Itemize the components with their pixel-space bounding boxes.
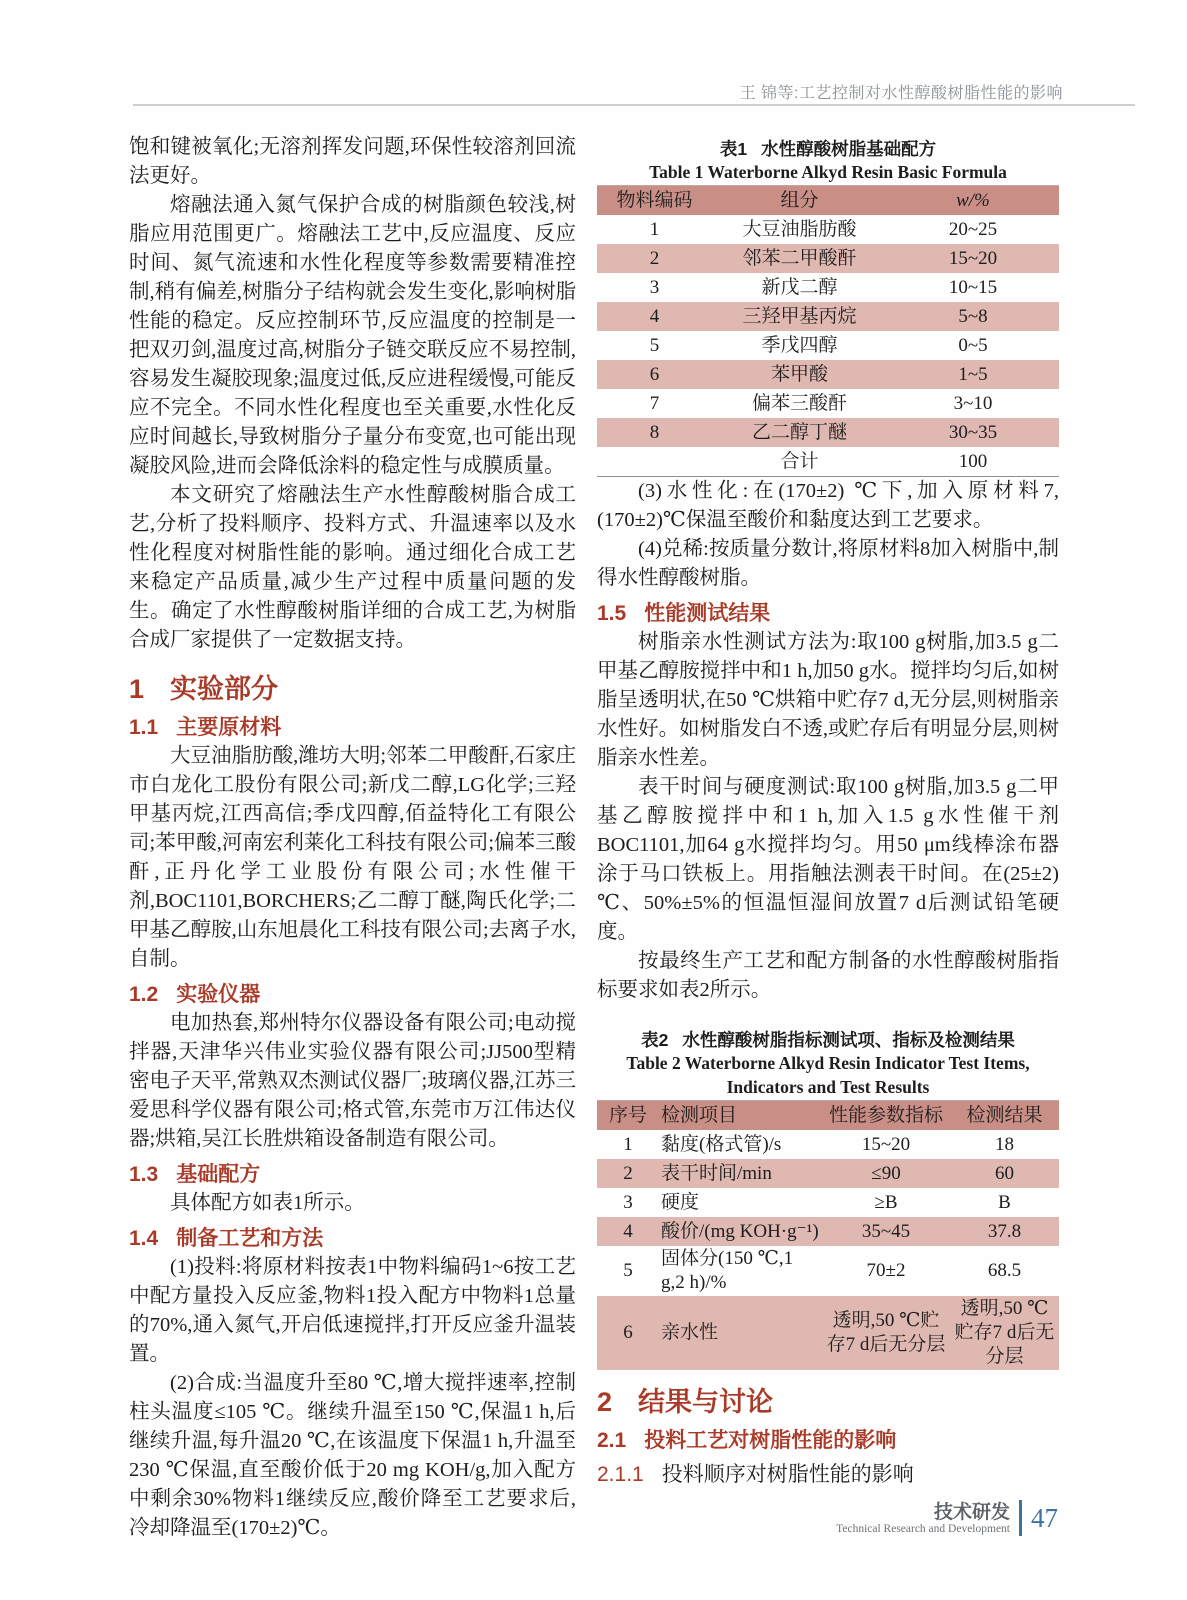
table-header-row	[597, 1101, 1059, 1130]
section-number: 2.1	[597, 1429, 627, 1452]
section-heading-1-3	[129, 1161, 576, 1189]
section-heading-2	[597, 1384, 1059, 1420]
section-number: 1.3	[129, 1163, 159, 1186]
table-row: 8 乙二醇丁醚 30~35	[597, 418, 1059, 447]
table-header-row	[597, 186, 1059, 215]
column-header: w/%	[956, 189, 990, 211]
paragraph: 熔融法通入氮气保护合成的树脂颜色较浅,树脂应用范围更广。熔融法工艺中,反应温度、反应时间、氮气流速和水性化程度等参数需要精准控制,稍有偏差,树脂分子结构就会发生变化,影响树脂性能的稳定。反应控制环节,反应温度的控制是一把双刃剑,温度过高,树脂分子链交联反应不易控制,容易发生凝胶现象;温度过低,反应进程缓慢,可能反应不完全。不同水性化程度也至关重要,水性化反应时间越长,导致树脂分子量分布变宽,也可能出现凝胶风险,进而会降低涂料的稳定性与成膜质量。	[129, 194, 576, 477]
table1	[597, 185, 1059, 477]
section-title: 制备工艺和方法	[176, 1227, 324, 1250]
column-header: 序号	[608, 1104, 647, 1126]
column-header: 检测结果	[966, 1104, 1043, 1126]
table-row: 7 偏苯三酸酐 3~10	[649, 392, 993, 414]
section-heading-1-2	[129, 981, 576, 1009]
table-row: 2 邻苯二甲酸酐 15~20	[597, 244, 1059, 273]
table-row: 3 新戊二醇 10~15	[649, 276, 998, 298]
section-heading-1-5	[597, 600, 1059, 628]
table1-label: 表1	[719, 139, 748, 159]
table2-title-en-line2: Indicators and Test Results	[726, 1077, 930, 1097]
section-title: 投料顺序对树脂性能的影响	[661, 1463, 914, 1486]
paragraph: 表干时间与硬度测试:取100 g树脂,加3.5 g二甲基乙醇胺搅拌中和1 h,加入1.5 g水性催干剂BOC1101,加64 g水搅拌均匀。用50 μm线棒涂布器涂于马口铁板上。用指触法测表干时间。在(25±2) ℃、50%±5%的恒温恒湿间放置7 d后测试铅笔硬度。	[597, 776, 1059, 943]
table-row: 1 大豆油脂肪酸 20~25	[649, 218, 998, 240]
table-row: 4 三羟甲基丙烷 5~8	[597, 302, 1059, 331]
section-title: 基础配方	[176, 1163, 261, 1186]
paragraph: 树脂亲水性测试方法为:取100 g树脂,加3.5 g二甲基乙醇胺搅拌中和1 h,加50 g水。搅拌均匀后,如树脂呈透明状,在50 ℃烘箱中贮存7 d,无分层,则树脂亲水性好。如树脂发白不透,或贮存后有明显分层,则树脂亲水性差。	[597, 631, 1059, 769]
section-title: 实验部分	[170, 674, 279, 704]
table2	[597, 1100, 1059, 1370]
footer-divider-bar	[1019, 1500, 1022, 1536]
section-title: 投料工艺对树脂性能的影响	[644, 1429, 897, 1452]
section-heading-2-1-1	[597, 1461, 1059, 1489]
paragraph: (1)投料:将原材料按表1中物料编码1~6按工艺中配方量投入反应釜,物料1投入配方中物料1总量的70%,通入氮气,开启低速搅拌,打开反应釜升温装置。	[129, 1256, 576, 1365]
table1-title-en: Table 1 Waterborne Alkyd Resin Basic Formula	[649, 162, 1007, 182]
paragraph: 本文研究了熔融法生产水性醇酸树脂合成工艺,分析了投料顺序、投料方式、升温速率以及水性化程度对树脂性能的影响。通过细化合成工艺来稳定产品质量,减少生产过程中质量问题的发生。确定了水性醇酸树脂详细的合成工艺,为树脂合成厂家提供了一定数据支持。	[129, 484, 576, 651]
section-number: 1.1	[129, 716, 159, 739]
section-heading-1-1	[129, 714, 576, 742]
section-title: 实验仪器	[176, 983, 261, 1006]
table-row: 6 亲水性 透明,50 ℃贮存7 d后无分层 透明,50 ℃贮存7 d后无分层	[597, 1296, 1059, 1370]
table2-title-en-line1: Table 2 Waterborne Alkyd Resin Indicator Test Items,	[626, 1053, 1030, 1073]
section-heading-2-1	[597, 1427, 1059, 1455]
table-row: 2 表干时间/min ≤90 60	[597, 1159, 1059, 1188]
paragraph: 大豆油脂肪酸,潍坊大明;邻苯二甲酸酐,石家庄市白龙化工股份有限公司;新戊二醇,LG化学;三羟甲基丙烷,江西高信;季戊四醇,佰益特化工有限公司;苯甲酸,河南宏利莱化工科技有限公司;偏苯三酸酐,正丹化学工业股份有限公司;水性催干剂,BOC1101,BORCHERS;乙二醇丁醚,陶氏化学;二甲基乙醇胺,山东旭晨化工科技有限公司;去离子水,自制。	[129, 745, 577, 970]
table2-title-cn: 表2 水性醇酸树脂指标测试项、指标及检测结果	[641, 1030, 1015, 1050]
section-number: 2.1.1	[597, 1463, 644, 1486]
section-number: 1	[129, 674, 145, 704]
section-heading-1-4	[129, 1225, 576, 1253]
table-row: 5 季戊四醇 0~5	[649, 334, 988, 356]
table2-label: 表2	[641, 1030, 669, 1050]
paragraph: (4)兑稀:按质量分数计,将原材料8加入树脂中,制得水性醇酸树脂。	[597, 538, 1059, 589]
paragraph: (2)合成:当温度升至80 ℃,增大搅拌速率,控制柱头温度≤105 ℃。继续升温至150 ℃,保温1 h,后继续升温,每升温20 ℃,在该温度下保温1 h,升温至230 ℃保温,直至酸价低于20 mg KOH/g,加入配方中剩余30%物料1继续反应,酸价降至工艺要求后,冷却降温至(170±2)℃。	[129, 1372, 576, 1539]
running-header-title: 王 锦等:工艺控制对水性醇酸树脂性能的影响	[739, 85, 1063, 102]
section-title: 结果与讨论	[638, 1387, 774, 1417]
section-heading-1	[129, 671, 576, 707]
section-number: 1.5	[597, 602, 627, 625]
section-number: 1.2	[129, 983, 159, 1006]
left-column	[129, 133, 576, 1543]
right-column	[597, 138, 1059, 1489]
paragraph: 饱和键被氧化;无溶剂挥发问题,环保性较溶剂回流法更好。	[129, 136, 576, 187]
table-total-row: 合计 100	[780, 450, 988, 472]
column-header: 检测项目	[661, 1104, 738, 1126]
page-footer	[836, 1500, 1058, 1536]
column-header: 性能参数指标	[828, 1104, 943, 1126]
paragraph: (3)水性化:在(170±2) ℃下,加入原材料7,(170±2)℃保温至酸价和黏度达到工艺要求。	[597, 480, 1059, 531]
paragraph: 按最终生产工艺和配方制备的水性醇酸树脂指标要求如表2所示。	[597, 950, 1059, 1001]
section-title: 性能测试结果	[644, 602, 771, 625]
table-row: 6 苯甲酸 1~5	[597, 360, 1059, 389]
table-row: 5 固体分(150 ℃,1 g,2 h)/% 70±2 68.5	[623, 1248, 1022, 1293]
page-number: 47	[1031, 1502, 1058, 1533]
footer-section-cn: 技术研发	[933, 1501, 1010, 1523]
paragraph: 具体配方如表1所示。	[170, 1192, 365, 1214]
column-header: 组分	[780, 189, 819, 211]
footer-section-en: Technical Research and Development	[836, 1522, 1010, 1535]
column-header: 物料编码	[616, 189, 693, 211]
section-number: 1.4	[129, 1227, 159, 1250]
section-number: 2	[597, 1387, 613, 1417]
paragraph: 电加热套,郑州特尔仪器设备有限公司;电动搅拌器,天津华兴伟业实验仪器有限公司;JJ500型精密电子天平,常熟双杰测试仪器厂;玻璃仪器,江苏三爱思科学仪器有限公司;格式管,东莞市万江伟达仪器;烘箱,吴江长胜烘箱设备制造有限公司。	[129, 1012, 576, 1150]
table-row: 1 黏度(格式管)/s 15~20 18	[623, 1133, 1014, 1155]
header-rule	[133, 104, 1135, 106]
table-row: 3 硬度 ≥B B	[623, 1191, 1011, 1213]
section-title: 主要原材料	[176, 716, 282, 739]
table1-title-cn: 表1 水性醇酸树脂基础配方	[719, 139, 937, 159]
footer-section-labels	[836, 1502, 1010, 1535]
table-row: 4 酸价/(mg KOH·g⁻¹) 35~45 37.8	[597, 1217, 1059, 1246]
